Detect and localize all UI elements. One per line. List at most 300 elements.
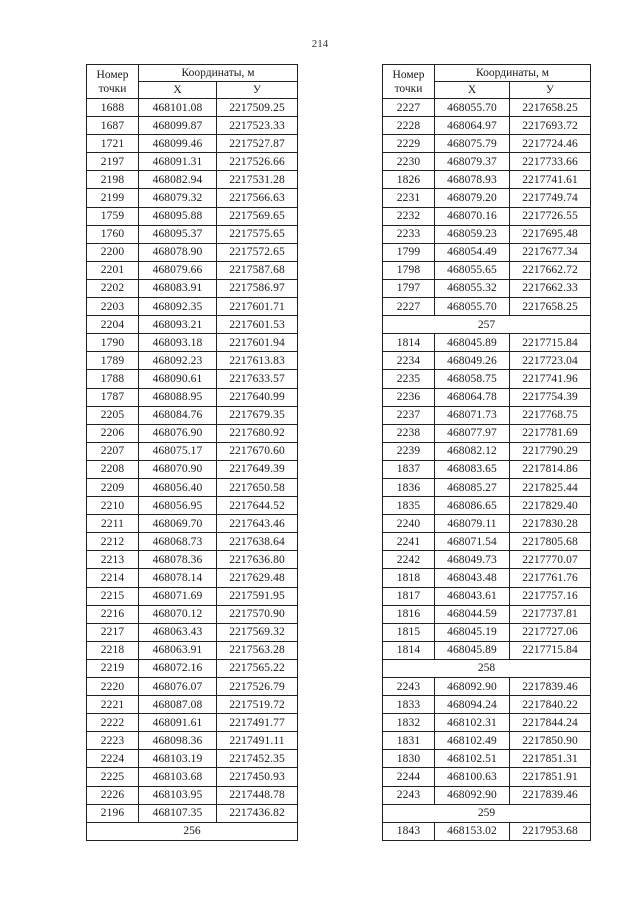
point-number-cell: 2215: [87, 587, 139, 605]
table-row: [383, 153, 591, 171]
point-number-cell: 1830: [383, 750, 435, 768]
x-coordinate-cell: 468090.61: [139, 370, 217, 388]
y-coordinate-cell: 2217640.99: [217, 388, 298, 406]
section-label: 258: [383, 659, 591, 677]
x-coordinate-cell: 468071.73: [435, 406, 510, 424]
y-coordinate-cell: 2217527.87: [217, 135, 298, 153]
y-coordinate-cell: 2217724.46: [510, 135, 591, 153]
table-row: [383, 117, 591, 135]
x-coordinate-cell: 468055.70: [435, 298, 510, 316]
y-coordinate-cell: 2217761.76: [510, 569, 591, 587]
table-row: [87, 153, 298, 171]
point-number-cell: 2207: [87, 442, 139, 460]
point-number-cell: 1843: [383, 822, 435, 840]
y-coordinate-cell: 2217693.72: [510, 117, 591, 135]
table-row: [87, 714, 298, 732]
y-coordinate-cell: 2217727.06: [510, 623, 591, 641]
y-coordinate-cell: 2217570.90: [217, 605, 298, 623]
section-row: [383, 804, 591, 822]
table-row: [383, 551, 591, 569]
table-row: [383, 641, 591, 659]
point-number-cell: 1788: [87, 370, 139, 388]
header-coordinates: Координаты, м: [139, 65, 298, 82]
point-number-cell: 2218: [87, 641, 139, 659]
y-coordinate-cell: 2217662.72: [510, 261, 591, 279]
point-number-cell: 1835: [383, 497, 435, 515]
x-coordinate-cell: 468043.48: [435, 569, 510, 587]
x-coordinate-cell: 468107.35: [139, 804, 217, 822]
y-coordinate-cell: 2217572.65: [217, 243, 298, 261]
y-coordinate-cell: 2217526.79: [217, 678, 298, 696]
header-point-number: Номер точки: [87, 65, 139, 99]
x-coordinate-cell: 468078.14: [139, 569, 217, 587]
table-left-body: [87, 65, 298, 841]
y-coordinate-cell: 2217601.53: [217, 316, 298, 334]
x-coordinate-cell: 468063.91: [139, 641, 217, 659]
point-number-cell: 1687: [87, 117, 139, 135]
table-row: [87, 732, 298, 750]
table-row: [383, 460, 591, 478]
x-coordinate-cell: 468079.32: [139, 189, 217, 207]
point-number-cell: 2221: [87, 696, 139, 714]
point-number-cell: 1787: [87, 388, 139, 406]
point-number-cell: 1789: [87, 352, 139, 370]
x-coordinate-cell: 468102.51: [435, 750, 510, 768]
y-coordinate-cell: 2217680.92: [217, 424, 298, 442]
table-row: [87, 279, 298, 297]
table-row: [87, 316, 298, 334]
table-row: [383, 714, 591, 732]
x-coordinate-cell: 468078.90: [139, 243, 217, 261]
x-coordinate-cell: 468084.76: [139, 406, 217, 424]
y-coordinate-cell: 2217768.75: [510, 406, 591, 424]
point-number-cell: 2210: [87, 497, 139, 515]
header-y: У: [217, 82, 298, 99]
y-coordinate-cell: 2217814.86: [510, 460, 591, 478]
point-number-cell: 2203: [87, 298, 139, 316]
x-coordinate-cell: 468049.26: [435, 352, 510, 370]
coordinates-table-right: [382, 64, 591, 841]
y-coordinate-cell: 2217715.84: [510, 641, 591, 659]
y-coordinate-cell: 2217658.25: [510, 99, 591, 117]
point-number-cell: 2208: [87, 460, 139, 478]
x-coordinate-cell: 468068.73: [139, 533, 217, 551]
x-coordinate-cell: 468088.95: [139, 388, 217, 406]
x-coordinate-cell: 468098.36: [139, 732, 217, 750]
x-coordinate-cell: 468082.94: [139, 171, 217, 189]
x-coordinate-cell: 468064.78: [435, 388, 510, 406]
x-coordinate-cell: 468056.40: [139, 478, 217, 496]
x-coordinate-cell: 468043.61: [435, 587, 510, 605]
y-coordinate-cell: 2217754.39: [510, 388, 591, 406]
table-row: [87, 678, 298, 696]
table-row: [87, 768, 298, 786]
x-coordinate-cell: 468045.89: [435, 641, 510, 659]
table-row: [87, 261, 298, 279]
table-row: [87, 171, 298, 189]
point-number-cell: 1831: [383, 732, 435, 750]
table-row: [87, 370, 298, 388]
header-x: X: [435, 82, 510, 99]
table-row: [87, 696, 298, 714]
point-number-cell: 2197: [87, 153, 139, 171]
table-row: [87, 99, 298, 117]
point-number-cell: 2225: [87, 768, 139, 786]
x-coordinate-cell: 468101.08: [139, 99, 217, 117]
y-coordinate-cell: 2217531.28: [217, 171, 298, 189]
point-number-cell: 2198: [87, 171, 139, 189]
x-coordinate-cell: 468086.65: [435, 497, 510, 515]
x-coordinate-cell: 468055.65: [435, 261, 510, 279]
table-row: [383, 279, 591, 297]
table-row: [87, 659, 298, 677]
point-number-cell: 1797: [383, 279, 435, 297]
x-coordinate-cell: 468153.02: [435, 822, 510, 840]
table-row: [383, 569, 591, 587]
y-coordinate-cell: 2217509.25: [217, 99, 298, 117]
y-coordinate-cell: 2217715.84: [510, 334, 591, 352]
header-coordinates: Координаты, м: [435, 65, 591, 82]
y-coordinate-cell: 2217829.40: [510, 497, 591, 515]
x-coordinate-cell: 468076.90: [139, 424, 217, 442]
table-row: [87, 478, 298, 496]
y-coordinate-cell: 2217591.95: [217, 587, 298, 605]
x-coordinate-cell: 468083.65: [435, 460, 510, 478]
table-row: [87, 551, 298, 569]
y-coordinate-cell: 2217723.04: [510, 352, 591, 370]
x-coordinate-cell: 468079.20: [435, 189, 510, 207]
y-coordinate-cell: 2217575.65: [217, 225, 298, 243]
point-number-cell: 2236: [383, 388, 435, 406]
point-number-cell: 2235: [383, 370, 435, 388]
point-number-cell: 2226: [87, 786, 139, 804]
x-coordinate-cell: 468072.16: [139, 659, 217, 677]
y-coordinate-cell: 2217733.66: [510, 153, 591, 171]
point-number-cell: 2233: [383, 225, 435, 243]
y-coordinate-cell: 2217644.52: [217, 497, 298, 515]
x-coordinate-cell: 468092.90: [435, 786, 510, 804]
point-number-cell: 2201: [87, 261, 139, 279]
y-coordinate-cell: 2217790.29: [510, 442, 591, 460]
y-coordinate-cell: 2217519.72: [217, 696, 298, 714]
x-coordinate-cell: 468056.95: [139, 497, 217, 515]
x-coordinate-cell: 468055.70: [435, 99, 510, 117]
x-coordinate-cell: 468102.31: [435, 714, 510, 732]
section-label: 256: [87, 822, 298, 840]
point-number-cell: 2204: [87, 316, 139, 334]
point-number-cell: 2227: [383, 99, 435, 117]
y-coordinate-cell: 2217749.74: [510, 189, 591, 207]
point-number-cell: 2212: [87, 533, 139, 551]
point-number-cell: 2229: [383, 135, 435, 153]
table-row: [383, 478, 591, 496]
x-coordinate-cell: 468099.87: [139, 117, 217, 135]
table-row: [383, 515, 591, 533]
table-row: [87, 804, 298, 822]
y-coordinate-cell: 2217658.25: [510, 298, 591, 316]
table-row: [383, 497, 591, 515]
point-number-cell: 2211: [87, 515, 139, 533]
x-coordinate-cell: 468103.95: [139, 786, 217, 804]
y-coordinate-cell: 2217844.24: [510, 714, 591, 732]
table-row: [383, 786, 591, 804]
table-row: [87, 442, 298, 460]
table-row: [87, 460, 298, 478]
point-number-cell: 2200: [87, 243, 139, 261]
x-coordinate-cell: 468095.88: [139, 207, 217, 225]
x-coordinate-cell: 468070.90: [139, 460, 217, 478]
table-row: [87, 569, 298, 587]
x-coordinate-cell: 468075.79: [435, 135, 510, 153]
x-coordinate-cell: 468076.07: [139, 678, 217, 696]
table-row: [87, 623, 298, 641]
page-number: 214: [311, 38, 329, 50]
point-number-cell: 2240: [383, 515, 435, 533]
table-row: [383, 750, 591, 768]
point-number-cell: 2213: [87, 551, 139, 569]
point-number-cell: 1721: [87, 135, 139, 153]
point-number-cell: 2224: [87, 750, 139, 768]
table-row: [87, 533, 298, 551]
point-number-cell: 2206: [87, 424, 139, 442]
y-coordinate-cell: 2217741.96: [510, 370, 591, 388]
y-coordinate-cell: 2217757.16: [510, 587, 591, 605]
point-number-cell: 1814: [383, 641, 435, 659]
y-coordinate-cell: 2217679.35: [217, 406, 298, 424]
point-number-cell: 2244: [383, 768, 435, 786]
table-row: [383, 334, 591, 352]
table-row: [87, 406, 298, 424]
point-number-cell: 2196: [87, 804, 139, 822]
point-number-cell: 2214: [87, 569, 139, 587]
table-row: [383, 370, 591, 388]
table-row: [383, 207, 591, 225]
y-coordinate-cell: 2217737.81: [510, 605, 591, 623]
y-coordinate-cell: 2217839.46: [510, 786, 591, 804]
x-coordinate-cell: 468099.46: [139, 135, 217, 153]
y-coordinate-cell: 2217636.80: [217, 551, 298, 569]
point-number-cell: 2223: [87, 732, 139, 750]
y-coordinate-cell: 2217613.83: [217, 352, 298, 370]
point-number-cell: 2202: [87, 279, 139, 297]
x-coordinate-cell: 468078.93: [435, 171, 510, 189]
y-coordinate-cell: 2217650.58: [217, 478, 298, 496]
table-row: [87, 497, 298, 515]
y-coordinate-cell: 2217452.35: [217, 750, 298, 768]
point-number-cell: 1817: [383, 587, 435, 605]
table-row: [87, 135, 298, 153]
x-coordinate-cell: 468054.49: [435, 243, 510, 261]
x-coordinate-cell: 468070.16: [435, 207, 510, 225]
x-coordinate-cell: 468069.70: [139, 515, 217, 533]
y-coordinate-cell: 2217662.33: [510, 279, 591, 297]
y-coordinate-cell: 2217805.68: [510, 533, 591, 551]
table-row: [87, 424, 298, 442]
table-row: [383, 225, 591, 243]
y-coordinate-cell: 2217436.82: [217, 804, 298, 822]
point-number-cell: 2209: [87, 478, 139, 496]
y-coordinate-cell: 2217825.44: [510, 478, 591, 496]
point-number-cell: 1798: [383, 261, 435, 279]
table-row: [87, 388, 298, 406]
x-coordinate-cell: 468102.49: [435, 732, 510, 750]
point-number-cell: 2241: [383, 533, 435, 551]
y-coordinate-cell: 2217601.94: [217, 334, 298, 352]
y-coordinate-cell: 2217726.55: [510, 207, 591, 225]
x-coordinate-cell: 468044.59: [435, 605, 510, 623]
point-number-cell: 1833: [383, 696, 435, 714]
x-coordinate-cell: 468059.23: [435, 225, 510, 243]
x-coordinate-cell: 468085.27: [435, 478, 510, 496]
point-number-cell: 1760: [87, 225, 139, 243]
table-row: [383, 768, 591, 786]
table-row: [383, 678, 591, 696]
point-number-cell: 1832: [383, 714, 435, 732]
x-coordinate-cell: 468091.61: [139, 714, 217, 732]
y-coordinate-cell: 2217569.32: [217, 623, 298, 641]
x-coordinate-cell: 468103.68: [139, 768, 217, 786]
point-number-cell: 1816: [383, 605, 435, 623]
table-row: [383, 99, 591, 117]
y-coordinate-cell: 2217633.57: [217, 370, 298, 388]
x-coordinate-cell: 468045.19: [435, 623, 510, 641]
table-row: [383, 732, 591, 750]
y-coordinate-cell: 2217770.07: [510, 551, 591, 569]
table-row: [87, 189, 298, 207]
table-row: [87, 750, 298, 768]
table-row: [87, 515, 298, 533]
x-coordinate-cell: 468095.37: [139, 225, 217, 243]
point-number-cell: 1815: [383, 623, 435, 641]
point-number-cell: 1826: [383, 171, 435, 189]
header-x: X: [139, 82, 217, 99]
x-coordinate-cell: 468071.69: [139, 587, 217, 605]
y-coordinate-cell: 2217601.71: [217, 298, 298, 316]
point-number-cell: 2222: [87, 714, 139, 732]
y-coordinate-cell: 2217643.46: [217, 515, 298, 533]
point-number-cell: 2238: [383, 424, 435, 442]
y-coordinate-cell: 2217851.31: [510, 750, 591, 768]
table-row: [383, 243, 591, 261]
y-coordinate-cell: 2217523.33: [217, 117, 298, 135]
x-coordinate-cell: 468079.11: [435, 515, 510, 533]
table-row: [383, 822, 591, 840]
table-row: [87, 605, 298, 623]
point-number-cell: 2232: [383, 207, 435, 225]
x-coordinate-cell: 468092.90: [435, 678, 510, 696]
table-row: [383, 298, 591, 316]
table-row: [87, 334, 298, 352]
point-number-cell: 1814: [383, 334, 435, 352]
y-coordinate-cell: 2217563.28: [217, 641, 298, 659]
x-coordinate-cell: 468083.91: [139, 279, 217, 297]
x-coordinate-cell: 468063.43: [139, 623, 217, 641]
point-number-cell: 2239: [383, 442, 435, 460]
table-row: [383, 623, 591, 641]
table-row: [383, 135, 591, 153]
section-label: 259: [383, 804, 591, 822]
header-point-number: Номер точки: [383, 65, 435, 99]
point-number-cell: 2219: [87, 659, 139, 677]
y-coordinate-cell: 2217695.48: [510, 225, 591, 243]
header-y: У: [510, 82, 591, 99]
y-coordinate-cell: 2217840.22: [510, 696, 591, 714]
x-coordinate-cell: 468092.35: [139, 298, 217, 316]
table-row: [87, 117, 298, 135]
x-coordinate-cell: 468077.97: [435, 424, 510, 442]
y-coordinate-cell: 2217649.39: [217, 460, 298, 478]
section-label: 257: [383, 316, 591, 334]
table-row: [87, 243, 298, 261]
point-number-cell: 2243: [383, 678, 435, 696]
x-coordinate-cell: 468082.12: [435, 442, 510, 460]
x-coordinate-cell: 468091.31: [139, 153, 217, 171]
x-coordinate-cell: 468058.75: [435, 370, 510, 388]
x-coordinate-cell: 468070.12: [139, 605, 217, 623]
x-coordinate-cell: 468075.17: [139, 442, 217, 460]
point-number-cell: 2220: [87, 678, 139, 696]
point-number-cell: 1836: [383, 478, 435, 496]
point-number-cell: 2231: [383, 189, 435, 207]
table-row: [383, 442, 591, 460]
table-row: [383, 261, 591, 279]
table-row: [383, 189, 591, 207]
x-coordinate-cell: 468079.66: [139, 261, 217, 279]
point-number-cell: 2199: [87, 189, 139, 207]
table-row: [87, 225, 298, 243]
point-number-cell: 2216: [87, 605, 139, 623]
point-number-cell: 2237: [383, 406, 435, 424]
table-row: [383, 696, 591, 714]
point-number-cell: 2227: [383, 298, 435, 316]
point-number-cell: 2242: [383, 551, 435, 569]
y-coordinate-cell: 2217629.48: [217, 569, 298, 587]
x-coordinate-cell: 468103.19: [139, 750, 217, 768]
table-row: [383, 605, 591, 623]
point-number-cell: 1799: [383, 243, 435, 261]
point-number-cell: 2243: [383, 786, 435, 804]
y-coordinate-cell: 2217953.68: [510, 822, 591, 840]
y-coordinate-cell: 2217565.22: [217, 659, 298, 677]
y-coordinate-cell: 2217741.61: [510, 171, 591, 189]
section-row: [383, 659, 591, 677]
y-coordinate-cell: 2217491.11: [217, 732, 298, 750]
header-row-top: [87, 65, 298, 82]
y-coordinate-cell: 2217491.77: [217, 714, 298, 732]
coordinates-table-left: [86, 64, 298, 841]
y-coordinate-cell: 2217450.93: [217, 768, 298, 786]
y-coordinate-cell: 2217781.69: [510, 424, 591, 442]
point-number-cell: 1759: [87, 207, 139, 225]
point-number-cell: 2234: [383, 352, 435, 370]
table-row: [383, 171, 591, 189]
table-row: [87, 207, 298, 225]
table-row: [87, 352, 298, 370]
x-coordinate-cell: 468093.21: [139, 316, 217, 334]
y-coordinate-cell: 2217566.63: [217, 189, 298, 207]
table-row: [383, 424, 591, 442]
y-coordinate-cell: 2217851.91: [510, 768, 591, 786]
table-row: [383, 587, 591, 605]
y-coordinate-cell: 2217670.60: [217, 442, 298, 460]
point-number-cell: 2230: [383, 153, 435, 171]
x-coordinate-cell: 468093.18: [139, 334, 217, 352]
point-number-cell: 2205: [87, 406, 139, 424]
y-coordinate-cell: 2217587.68: [217, 261, 298, 279]
point-number-cell: 1790: [87, 334, 139, 352]
table-row: [383, 533, 591, 551]
point-number-cell: 2217: [87, 623, 139, 641]
